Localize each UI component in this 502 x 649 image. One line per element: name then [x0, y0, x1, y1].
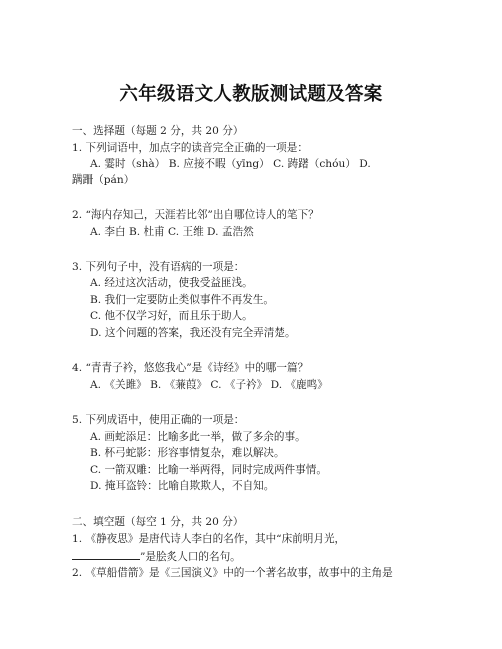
question-4-options: A. 《关雎》 B. 《蒹葭》 C. 《子衿》 D. 《鹿鸣》: [90, 379, 328, 391]
question-1-options: A. 霎时（shà） B. 应接不暇（yīng） C. 踌躇（chóu） D.: [90, 158, 371, 170]
answer-blank[interactable]: [72, 549, 140, 560]
section-heading-fill-blank: 二、填空题（每空 1 分，共 20 分）: [72, 516, 244, 528]
fill-question-1-line-1: 1. 《静夜思》是唐代诗人李白的名作，其中“床前明月光，: [72, 533, 346, 545]
question-5-option-a: A. 画蛇添足：比喻多此一举，做了多余的事。: [90, 431, 306, 443]
fill-question-2-line-1: 2. 《草船借箭》是《三国演义》中的一个著名故事，故事中的主角是: [72, 567, 393, 579]
fill-question-1-suffix: ”是脍炙人口的名句。: [140, 551, 241, 563]
question-2-options: A. 李白 B. 杜甫 C. 王维 D. 孟浩然: [90, 226, 254, 238]
question-5-option-b: B. 杯弓蛇影：形容事情复杂，难以解决。: [90, 447, 285, 459]
question-3-option-a: A. 经过这次活动，使我受益匪浅。: [90, 277, 253, 289]
question-5-option-c: C. 一箭双雕：比喻一举两得，同时完成两件事情。: [90, 464, 327, 476]
fill-question-1-line-2: [72, 549, 241, 564]
question-3-option-b: B. 我们一定要防止类似事件不再发生。: [90, 294, 275, 306]
question-1-options-continued: 蹒跚（pán）: [72, 174, 135, 186]
question-5-stem: 5. 下列成语中，使用正确的一项是：: [72, 414, 245, 426]
section-heading-multiple-choice: 一、选择题（每题 2 分，共 20 分）: [72, 125, 244, 137]
question-3-stem: 3. 下列句子中，没有语病的一项是：: [72, 261, 245, 273]
question-2-stem: 2. “海内存知己，天涯若比邻”出自哪位诗人的笔下？: [72, 209, 319, 221]
question-3-option-c: C. 他不仅学习好，而且乐于助人。: [90, 310, 253, 322]
question-1-stem: 1. 下列词语中，加点字的读音完全正确的一项是：: [72, 142, 308, 154]
page-title: 六年级语文人教版测试题及答案: [119, 84, 383, 105]
question-5-option-d: D. 掩耳盗铃：比喻自欺欺人，不自知。: [90, 480, 275, 492]
question-3-option-d: D. 这个问题的答案，我还没有完全弄清楚。: [90, 327, 296, 339]
question-4-stem: 4. “青青子衿，悠悠我心”是《诗经》中的哪一篇？: [72, 362, 309, 374]
